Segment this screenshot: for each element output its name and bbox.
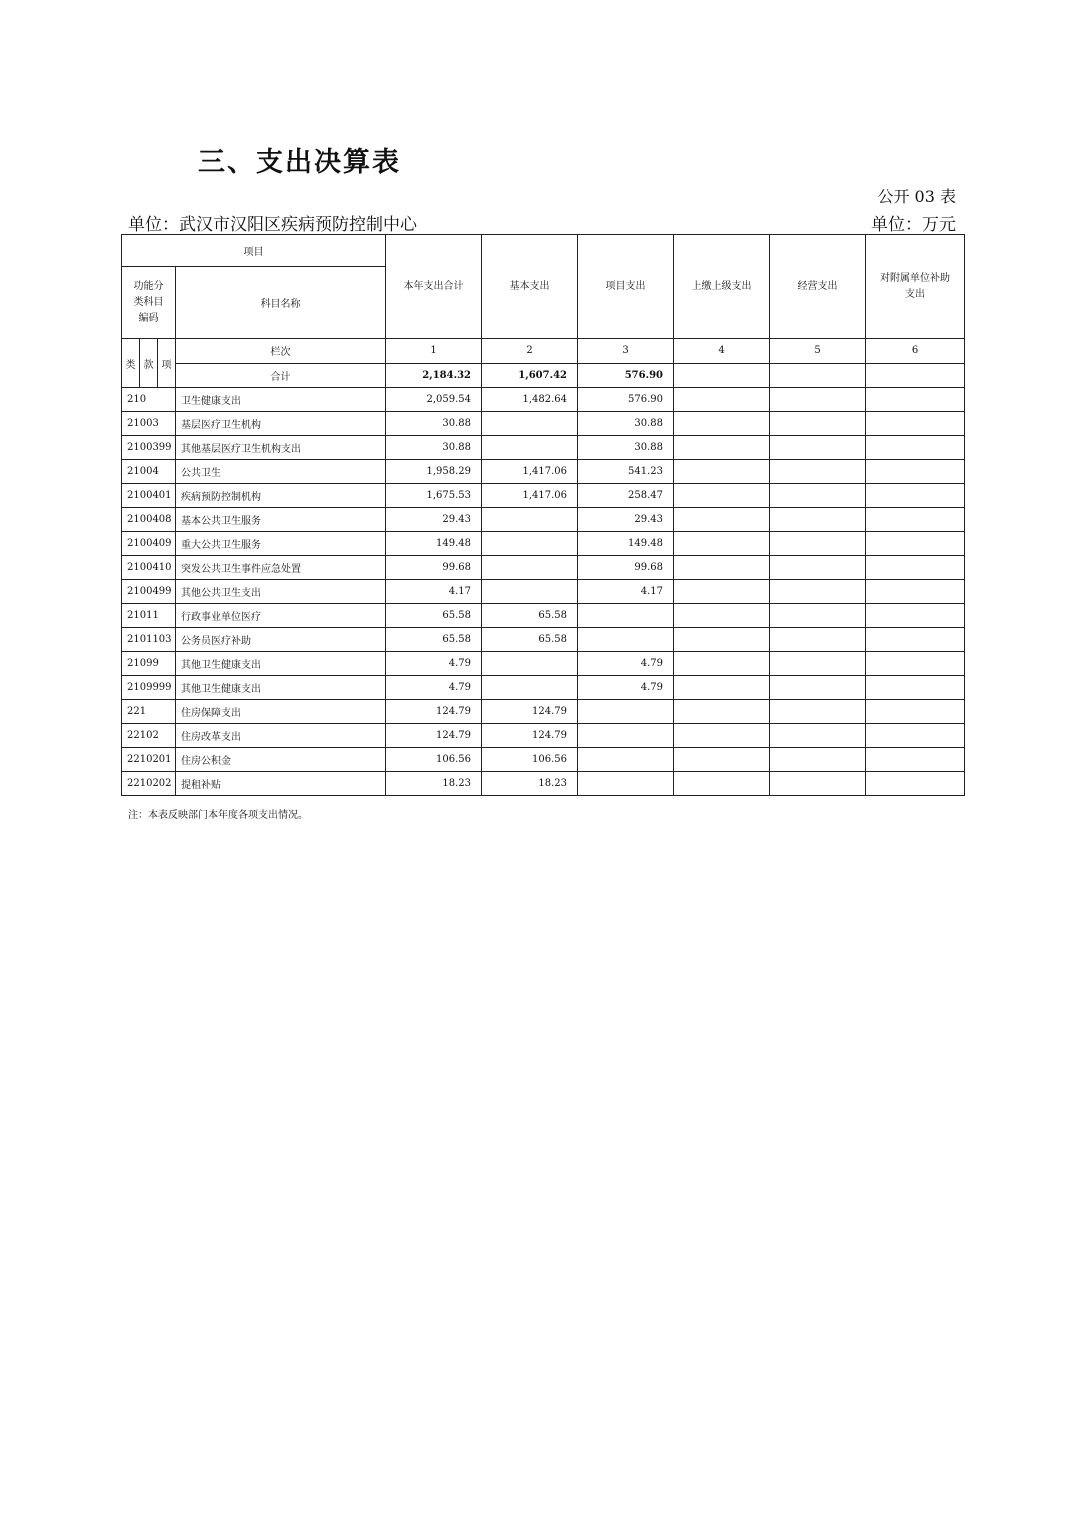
row-value (866, 556, 965, 580)
row-code: 2100410 (122, 556, 176, 580)
row-value (578, 700, 674, 724)
row-code: 2100399 (122, 436, 176, 460)
row-value (770, 484, 866, 508)
header-col-5: 经营支出 (770, 235, 866, 339)
reporting-unit: 单位：武汉市汉阳区疾病预防控制中心 (128, 215, 417, 235)
row-subject-name: 公务员医疗补助 (176, 628, 386, 652)
row-value: 29.43 (578, 508, 674, 532)
row-value: 541.23 (578, 460, 674, 484)
row-value: 65.58 (482, 604, 578, 628)
row-code: 2100408 (122, 508, 176, 532)
row-code: 21099 (122, 652, 176, 676)
col-number-6: 6 (866, 339, 965, 364)
row-value (674, 724, 770, 748)
row-value: 30.88 (386, 412, 482, 436)
row-code: 221 (122, 700, 176, 724)
row-value (770, 772, 866, 796)
row-value (578, 604, 674, 628)
row-value (770, 460, 866, 484)
row-value: 4.79 (578, 676, 674, 700)
header-col-6: 对附属单位补助支出 (866, 235, 965, 339)
row-value (674, 556, 770, 580)
row-value (770, 628, 866, 652)
row-value (770, 580, 866, 604)
row-value (674, 580, 770, 604)
row-value (674, 652, 770, 676)
row-value: 18.23 (386, 772, 482, 796)
row-subject-name: 其他公共卫生支出 (176, 580, 386, 604)
row-value: 4.17 (578, 580, 674, 604)
header-kuan: 款 (140, 339, 158, 387)
table-row (122, 724, 965, 748)
row-value (674, 484, 770, 508)
expenditure-table (121, 234, 965, 796)
header-col-4: 上缴上级支出 (674, 235, 770, 339)
row-value (674, 604, 770, 628)
row-value (770, 436, 866, 460)
row-value (770, 652, 866, 676)
row-value (770, 412, 866, 436)
row-subject-name: 疾病预防控制机构 (176, 484, 386, 508)
col-number-1: 1 (386, 339, 482, 364)
row-value: 149.48 (386, 532, 482, 556)
total-value: 2,184.32 (386, 363, 482, 388)
row-code: 2100409 (122, 532, 176, 556)
row-value (674, 700, 770, 724)
table-row (122, 508, 965, 532)
table-row (122, 388, 965, 412)
row-value (674, 436, 770, 460)
row-code: 2100499 (122, 580, 176, 604)
header-col-3: 项目支出 (578, 235, 674, 339)
row-value (770, 556, 866, 580)
row-value: 4.79 (386, 676, 482, 700)
row-value (866, 748, 965, 772)
row-value: 124.79 (386, 724, 482, 748)
row-subject-name: 其他卫生健康支出 (176, 652, 386, 676)
total-value (770, 363, 866, 388)
row-value (866, 772, 965, 796)
row-value: 30.88 (386, 436, 482, 460)
row-value: 65.58 (386, 628, 482, 652)
row-code: 21011 (122, 604, 176, 628)
header-func-code: 功能分类科目编码 (122, 267, 176, 339)
row-value (866, 700, 965, 724)
row-value: 576.90 (578, 388, 674, 412)
row-value (674, 772, 770, 796)
row-value (674, 532, 770, 556)
row-subject-name: 住房改革支出 (176, 724, 386, 748)
row-subject-name: 住房保障支出 (176, 700, 386, 724)
row-value (866, 508, 965, 532)
col-number-2: 2 (482, 339, 578, 364)
row-value (482, 556, 578, 580)
row-value (674, 508, 770, 532)
row-value (482, 580, 578, 604)
row-subject-name: 行政事业单位医疗 (176, 604, 386, 628)
row-value: 1,958.29 (386, 460, 482, 484)
form-number: 公开 03 表 (877, 187, 956, 206)
row-value: 1,417.06 (482, 460, 578, 484)
row-value (674, 460, 770, 484)
row-value (770, 604, 866, 628)
row-value: 1,675.53 (386, 484, 482, 508)
row-code: 210 (122, 388, 176, 412)
row-code: 21003 (122, 412, 176, 436)
row-value (482, 676, 578, 700)
row-value (770, 748, 866, 772)
page-title: 三、支出决算表 (198, 147, 401, 178)
row-value (770, 508, 866, 532)
col-number-3: 3 (578, 339, 674, 364)
row-value: 124.79 (386, 700, 482, 724)
table-row (122, 772, 965, 796)
row-value (482, 532, 578, 556)
row-value (866, 388, 965, 412)
row-value (866, 532, 965, 556)
col-number-5: 5 (770, 339, 866, 364)
row-value: 124.79 (482, 700, 578, 724)
header-col-1: 本年支出合计 (386, 235, 482, 339)
table-row (122, 604, 965, 628)
row-value: 1,482.64 (482, 388, 578, 412)
total-value (674, 363, 770, 388)
total-value: 1,607.42 (482, 363, 578, 388)
row-value: 4.79 (578, 652, 674, 676)
row-subject-name: 基层医疗卫生机构 (176, 412, 386, 436)
row-value (866, 604, 965, 628)
row-value (866, 724, 965, 748)
row-value: 258.47 (578, 484, 674, 508)
row-value (770, 676, 866, 700)
table-row (122, 676, 965, 700)
table-note: 注：本表反映部门本年度各项支出情况。 (128, 810, 308, 821)
row-subject-name: 重大公共卫生服务 (176, 532, 386, 556)
total-value: 576.90 (578, 363, 674, 388)
row-value (482, 412, 578, 436)
header-item: 项目 (122, 235, 386, 267)
row-value (770, 700, 866, 724)
row-value (674, 388, 770, 412)
row-subject-name: 住房公积金 (176, 748, 386, 772)
row-code: 2100401 (122, 484, 176, 508)
header-col-2: 基本支出 (482, 235, 578, 339)
table-row (122, 700, 965, 724)
table-row (122, 484, 965, 508)
row-value (770, 532, 866, 556)
row-value (866, 460, 965, 484)
table-row (122, 460, 965, 484)
row-value: 4.79 (386, 652, 482, 676)
table-row (122, 748, 965, 772)
table-row (122, 412, 965, 436)
row-code: 21004 (122, 460, 176, 484)
row-value (482, 508, 578, 532)
table-row (122, 556, 965, 580)
header-lei: 类 (122, 339, 140, 387)
row-value: 106.56 (386, 748, 482, 772)
row-value (866, 484, 965, 508)
row-code: 22102 (122, 724, 176, 748)
row-subject-name: 卫生健康支出 (176, 388, 386, 412)
header-subject-name: 科目名称 (176, 267, 386, 339)
row-value (770, 724, 866, 748)
table-row (122, 436, 965, 460)
row-value (866, 676, 965, 700)
row-value (866, 412, 965, 436)
row-value (866, 436, 965, 460)
row-value (866, 652, 965, 676)
header-xiang: 项 (161, 359, 172, 371)
row-value: 99.68 (578, 556, 674, 580)
table-row (122, 532, 965, 556)
row-value (482, 436, 578, 460)
row-code: 2210202 (122, 772, 176, 796)
table-row (122, 580, 965, 604)
header-lei-kuan-xiang (122, 339, 176, 388)
row-value: 30.88 (578, 412, 674, 436)
total-label: 合计 (176, 363, 386, 388)
row-subject-name: 基本公共卫生服务 (176, 508, 386, 532)
row-value (674, 748, 770, 772)
row-value: 106.56 (482, 748, 578, 772)
header-lanci: 栏次 (176, 339, 386, 364)
row-value (578, 628, 674, 652)
row-value (770, 388, 866, 412)
currency-unit: 单位：万元 (871, 215, 956, 235)
row-value (674, 628, 770, 652)
col-number-4: 4 (674, 339, 770, 364)
total-value (866, 363, 965, 388)
row-subject-name: 其他卫生健康支出 (176, 676, 386, 700)
row-value (674, 676, 770, 700)
row-subject-name: 提租补贴 (176, 772, 386, 796)
row-value: 99.68 (386, 556, 482, 580)
row-value: 29.43 (386, 508, 482, 532)
row-value: 149.48 (578, 532, 674, 556)
row-value (866, 580, 965, 604)
row-code: 2210201 (122, 748, 176, 772)
row-value (674, 412, 770, 436)
row-value (866, 628, 965, 652)
row-value: 124.79 (482, 724, 578, 748)
row-subject-name: 突发公共卫生事件应急处置 (176, 556, 386, 580)
row-value: 18.23 (482, 772, 578, 796)
row-subject-name: 公共卫生 (176, 460, 386, 484)
row-value: 1,417.06 (482, 484, 578, 508)
row-value: 2,059.54 (386, 388, 482, 412)
row-value: 30.88 (578, 436, 674, 460)
row-value (482, 652, 578, 676)
row-code: 2109999 (122, 676, 176, 700)
table-row (122, 652, 965, 676)
row-value: 4.17 (386, 580, 482, 604)
row-subject-name: 其他基层医疗卫生机构支出 (176, 436, 386, 460)
row-value: 65.58 (386, 604, 482, 628)
row-value: 65.58 (482, 628, 578, 652)
row-value (578, 748, 674, 772)
row-value (578, 724, 674, 748)
row-code: 2101103 (122, 628, 176, 652)
row-value (578, 772, 674, 796)
table-row (122, 628, 965, 652)
